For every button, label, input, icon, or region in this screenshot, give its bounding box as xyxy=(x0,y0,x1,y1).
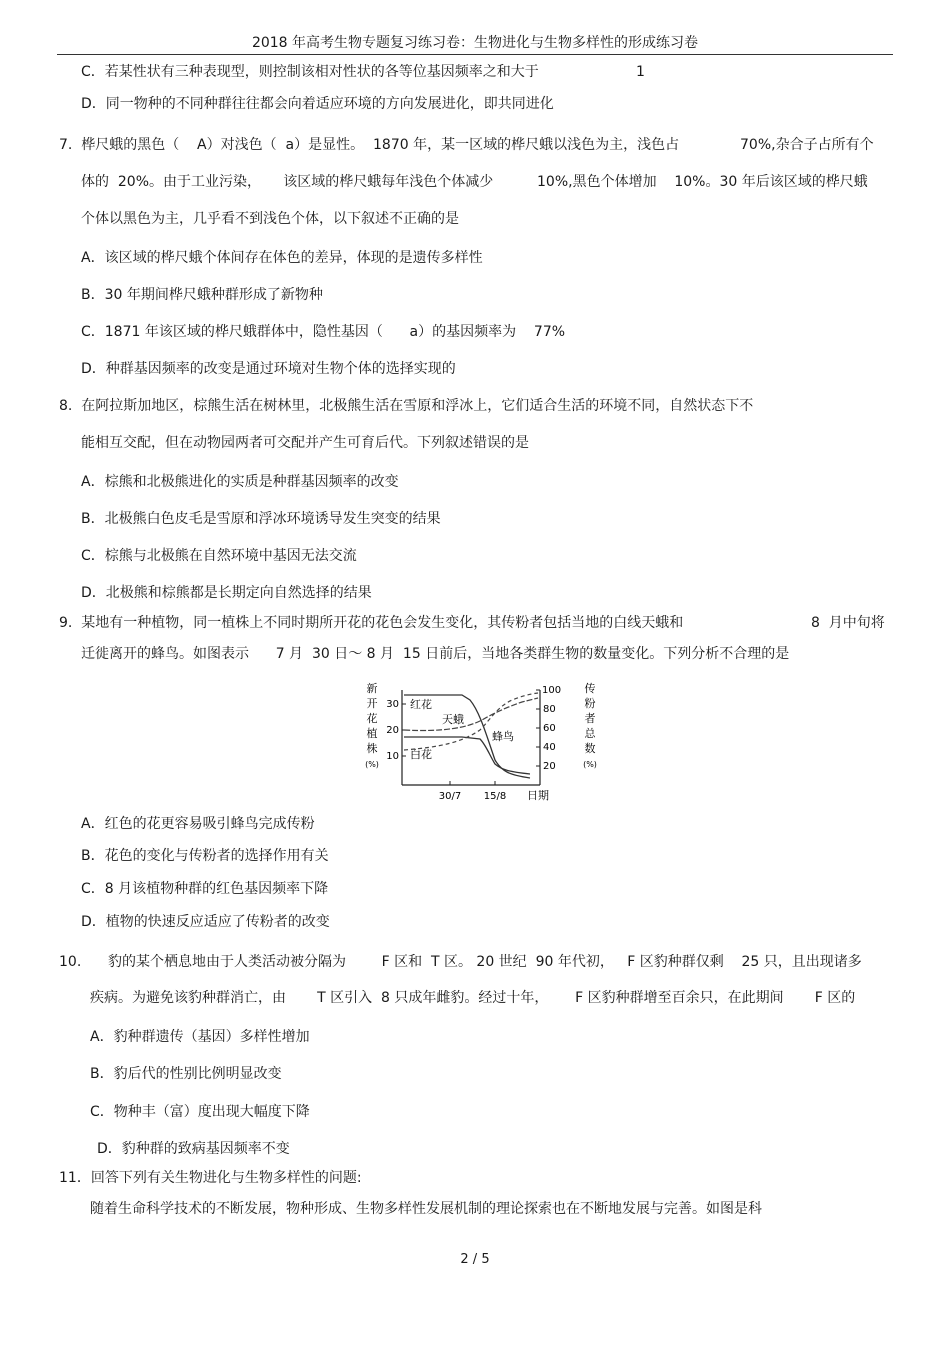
q11-stem-line2: 随着生命科学技术的不断发展，物种形成、生物多样性发展机制的理论探索也在不断地发展与完善。如图是科 xyxy=(90,1201,762,1217)
q7-stem-line2: 体的 20%。由于工业污染， 该区域的桦尺蛾每年浅色个体减少 xyxy=(81,174,494,190)
right-tick-label: 100 xyxy=(542,685,562,696)
q7-stem-line1: 7. 桦尺蛾的黑色（ A）对浅色（ a）是显性。 1870 年，某一区域的桦尺蛾以浅色为主，浅色占 xyxy=(59,137,680,153)
right-axis-label-char: 数 xyxy=(584,742,596,755)
q9-option-d: D．植物的快速反应适应了传粉者的改变 xyxy=(81,914,330,930)
left-axis-label-char: 新 xyxy=(366,682,378,695)
q6-option-d: D．同一物种的不同种群往往都会向着适应环境的方向发展进化，即共同进化 xyxy=(81,96,554,112)
right-axis-label-char: (%) xyxy=(583,760,597,769)
q11-stem-line1: 11．回答下列有关生物进化与生物多样性的问题: xyxy=(59,1170,362,1186)
left-tick-label: 10 xyxy=(386,751,399,762)
left-axis-label-char: 株 xyxy=(366,742,378,755)
q7-stem-line2-end: 10%,黑色个体增加 10%。30 年后该区域的桦尺蛾 xyxy=(537,174,868,190)
x-tick-label: 30/7 xyxy=(438,791,462,802)
q9-option-b: B．花色的变化与传粉者的选择作用有关 xyxy=(81,848,329,864)
q6-option-c-value: 1 xyxy=(636,64,645,80)
right-axis-label-char: 传 xyxy=(584,682,596,695)
header-rule xyxy=(57,54,893,55)
x-tick-label: 15/8 xyxy=(483,791,507,802)
q7-option-b: B．30 年期间桦尺蛾种群形成了新物种 xyxy=(81,287,323,303)
q8-stem-line2: 能相互交配，但在动物园两者可交配并产生可育后代。下列叙述错误的是 xyxy=(81,435,529,451)
q7-stem-line3: 个体以黑色为主，几乎看不到浅色个体，以下叙述不正确的是 xyxy=(81,211,459,227)
q8-stem-line1: 8. 在阿拉斯加地区，棕熊生活在树林里，北极熊生活在雪原和浮冰上，它们适合生活的环境不同，自然状态下不 xyxy=(59,398,754,414)
page-header: 2018 年高考生物专题复习练习卷：生物进化与生物多样性的形成练习卷 xyxy=(251,35,699,51)
q7-option-d: D．种群基因频率的改变是通过环境对生物个体的选择实现的 xyxy=(81,361,456,377)
right-axis-label-char: 总 xyxy=(584,727,596,740)
q9-chart xyxy=(362,682,602,806)
q8-option-b: B．北极熊白色皮毛是雪原和浮冰环境诱导发生突变的结果 xyxy=(81,511,441,527)
x-axis-label: 日期 xyxy=(527,789,549,802)
right-tick-label: 40 xyxy=(543,742,556,753)
left-axis-label-char: 植 xyxy=(366,727,378,740)
left-axis-label-char: (%) xyxy=(365,760,379,769)
series-label: 红花 xyxy=(410,698,432,711)
left-tick-label: 30 xyxy=(386,699,399,710)
left-axis-label-char: 开 xyxy=(366,697,378,710)
right-axis-label-char: 者 xyxy=(584,712,596,725)
q9-stem-line2: 迁徙离开的蜂鸟。如图表示 7 月 30 日～ 8 月 15 日前后，当地各类群生物的数量变化。下列分析不合理的是 xyxy=(81,646,790,662)
right-axis-label-char: 粉 xyxy=(584,697,596,710)
q7-option-a: A．该区域的桦尺蛾个体间存在体色的差异，体现的是遗传多样性 xyxy=(81,250,483,266)
q8-option-a: A．棕熊和北极熊进化的实质是种群基因频率的改变 xyxy=(81,474,399,490)
q10-option-d: D．豹种群的致病基因频率不变 xyxy=(97,1141,290,1157)
right-tick-label: 60 xyxy=(543,723,556,734)
q10-option-a: A．豹种群遗传（基因）多样性增加 xyxy=(90,1029,310,1045)
page-number: 2 / 5 xyxy=(460,1252,490,1267)
q10-stem-line1: 10. 豹的某个栖息地由于人类活动被分隔为 F 区和 T 区。 20 世纪 90 年代初， F 区豹种群仅剩 25 只，且出现诸多 xyxy=(59,954,862,970)
right-tick-label: 20 xyxy=(543,761,556,772)
q8-option-d: D．北极熊和棕熊都是长期定向自然选择的结果 xyxy=(81,585,372,601)
series-label: 白花 xyxy=(410,748,432,761)
right-tick-label: 80 xyxy=(543,704,556,715)
q9-option-a: A．红色的花更容易吸引蜂鸟完成传粉 xyxy=(81,816,315,832)
q10-stem-line2: 疾病。为避免该豹种群消亡，由 T 区引入 8 只成年雌豹。经过十年， F 区豹种群增至百余只，在此期间 F 区的 xyxy=(90,990,856,1006)
q8-option-c: C．棕熊与北极熊在自然环境中基因无法交流 xyxy=(81,548,357,564)
q7-option-c: C．1871 年该区域的桦尺蛾群体中，隐性基因（ a）的基因频率为 77% xyxy=(81,324,566,340)
series-label: 蜂鸟 xyxy=(492,730,514,743)
q9-stem-line1-end: 8 月中旬将 xyxy=(811,615,885,631)
series-label: 天蛾 xyxy=(442,713,464,726)
q7-stem-line1-end: 70%,杂合子占所有个 xyxy=(740,137,874,153)
left-axis-label-char: 花 xyxy=(366,712,378,725)
left-tick-label: 20 xyxy=(386,725,399,736)
q6-option-c: C．若某性状有三种表现型，则控制该相对性状的各等位基因频率之和大于 xyxy=(81,64,539,80)
q10-option-c: C．物种丰（富）度出现大幅度下降 xyxy=(90,1104,310,1120)
q9-stem-line1: 9. 某地有一种植物，同一植株上不同时期所开花的花色会发生变化，其传粉者包括当地的白线天蛾和 xyxy=(59,615,684,631)
q10-option-b: B．豹后代的性别比例明显改变 xyxy=(90,1066,282,1082)
q9-option-c: C．8 月该植物种群的红色基因频率下降 xyxy=(81,881,329,897)
